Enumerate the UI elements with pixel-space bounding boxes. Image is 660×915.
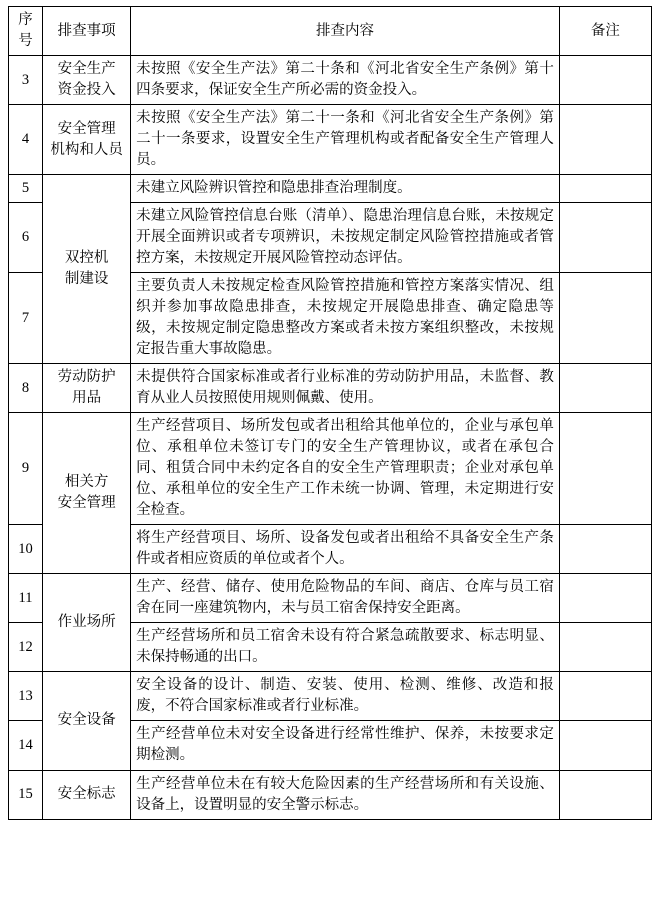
row-item-line: 安全生产: [57, 61, 116, 78]
row-item-lines: [48, 784, 125, 805]
row-item-line: 双控机: [64, 250, 109, 267]
row-item-lines: [48, 472, 125, 514]
row-item-lines: [48, 367, 125, 409]
row-remark: [559, 364, 651, 413]
row-content: 安全设备的设计、制造、安装、使用、检测、维修、改造和报废，不符合国家标准或者行业标准。: [131, 672, 560, 721]
row-number: 13: [9, 672, 43, 721]
row-number: 7: [9, 273, 43, 364]
row-item-lines: [48, 248, 125, 290]
row-number: 6: [9, 203, 43, 273]
table-header: [9, 7, 652, 56]
table-row: [9, 574, 652, 623]
table-header-row: [9, 7, 652, 56]
row-remark: [559, 721, 651, 770]
row-item-lines: [48, 119, 125, 161]
table-row: [9, 56, 652, 105]
row-item-line: 资金投入: [57, 82, 116, 99]
table-row: [9, 105, 652, 175]
row-item-line: 制建设: [64, 271, 109, 288]
row-number: 10: [9, 525, 43, 574]
row-remark: [559, 273, 651, 364]
row-remark: [559, 175, 651, 203]
row-item-lines: [48, 612, 125, 633]
column-header-item: 排查事项: [43, 7, 131, 56]
row-content: 生产经营项目、场所发包或者出租给其他单位的，企业与承包单位、承租单位未签订专门的安全生产管理协议，或者在承包合同、租赁合同中未约定各自的安全生产管理职责；企业对承包单位、承租单位的安全生产工作未统一协调、管理，未定期进行安全检查。: [131, 413, 560, 525]
row-item-line: 安全管理: [57, 120, 116, 137]
row-content: 未按照《安全生产法》第二十条和《河北省安全生产条例》第十四条要求，保证安全生产所必需的资金投入。: [131, 56, 560, 105]
row-item-line: 安全设备: [57, 712, 116, 729]
row-remark: [559, 413, 651, 525]
row-item-line: 安全管理: [57, 495, 116, 512]
row-number: 9: [9, 413, 43, 525]
row-number: 3: [9, 56, 43, 105]
row-item-lines: [48, 710, 125, 731]
row-item-line: 劳动防护: [57, 369, 116, 386]
column-header-no-line1: 序: [18, 12, 33, 28]
row-content: 未按照《安全生产法》第二十一条和《河北省安全生产条例》第二十一条要求，设置安全生产管理机构或者配备安全生产管理人员。: [131, 105, 560, 175]
row-item-line: 作业场所: [57, 614, 116, 631]
row-remark: [559, 770, 651, 819]
row-number: 12: [9, 623, 43, 672]
table-row: [9, 413, 652, 525]
row-number: 11: [9, 574, 43, 623]
row-content: 未建立风险管控信息台账（清单）、隐患治理信息台账，未按规定开展全面辨识或者专项辨识，未按规定制定风险管控措施或者管控方案，未按规定开展风险管控动态评估。: [131, 203, 560, 273]
row-content: 未提供符合国家标准或者行业标准的劳动防护用品，未监督、教育从业人员按照使用规则佩戴、使用。: [131, 364, 560, 413]
table-row: [9, 672, 652, 721]
row-item: [43, 672, 131, 770]
row-item-line: 机构和人员: [50, 141, 123, 158]
column-header-content: 排查内容: [131, 7, 560, 56]
row-item-lines: [48, 59, 125, 101]
row-remark: [559, 623, 651, 672]
row-remark: [559, 105, 651, 175]
row-item: [43, 413, 131, 574]
row-remark: [559, 574, 651, 623]
row-content: 生产经营场所和员工宿舍未设有符合紧急疏散要求、标志明显、未保持畅通的出口。: [131, 623, 560, 672]
table-row: [9, 364, 652, 413]
column-header-no: [9, 7, 43, 56]
row-content: 主要负责人未按规定检查风险管控措施和管控方案落实情况、组织并参加事故隐患排查，未按规定开展隐患排查、确定隐患等级，未按规定制定隐患整改方案或者未按方案组织整改，未按规定报告重大事故隐患。: [131, 273, 560, 364]
row-content: 生产经营单位未对安全设备进行经常性维护、保养，未按要求定期检测。: [131, 721, 560, 770]
row-item-line: 相关方: [64, 474, 109, 491]
row-content: 将生产经营项目、场所、设备发包或者出租给不具备安全生产条件或者相应资质的单位或者个人。: [131, 525, 560, 574]
row-content: 未建立风险辨识管控和隐患排查治理制度。: [131, 175, 560, 203]
row-remark: [559, 56, 651, 105]
row-item: [43, 175, 131, 364]
row-remark: [559, 525, 651, 574]
table-row: [9, 770, 652, 819]
row-item: [43, 105, 131, 175]
column-header-no-line2: 号: [18, 33, 33, 50]
row-item: [43, 574, 131, 672]
row-item: [43, 770, 131, 819]
row-remark: [559, 672, 651, 721]
row-number: 15: [9, 770, 43, 819]
inspection-table: [8, 6, 652, 820]
row-content: 生产、经营、储存、使用危险物品的车间、商店、仓库与员工宿舍在同一座建筑物内，未与员工宿舍保持安全距离。: [131, 574, 560, 623]
row-content: 生产经营单位未在有较大危险因素的生产经营场所和有关设施、设备上，设置明显的安全警示标志。: [131, 770, 560, 819]
row-item-line: 用品: [72, 390, 102, 407]
row-item: [43, 364, 131, 413]
row-item-line: 安全标志: [57, 786, 116, 802]
row-remark: [559, 203, 651, 273]
column-header-remark: 备注: [559, 7, 651, 56]
row-number: 8: [9, 364, 43, 413]
row-number: 14: [9, 721, 43, 770]
row-item: [43, 56, 131, 105]
table-body: [9, 56, 652, 820]
row-number: 4: [9, 105, 43, 175]
row-number: 5: [9, 175, 43, 203]
table-row: [9, 175, 652, 203]
